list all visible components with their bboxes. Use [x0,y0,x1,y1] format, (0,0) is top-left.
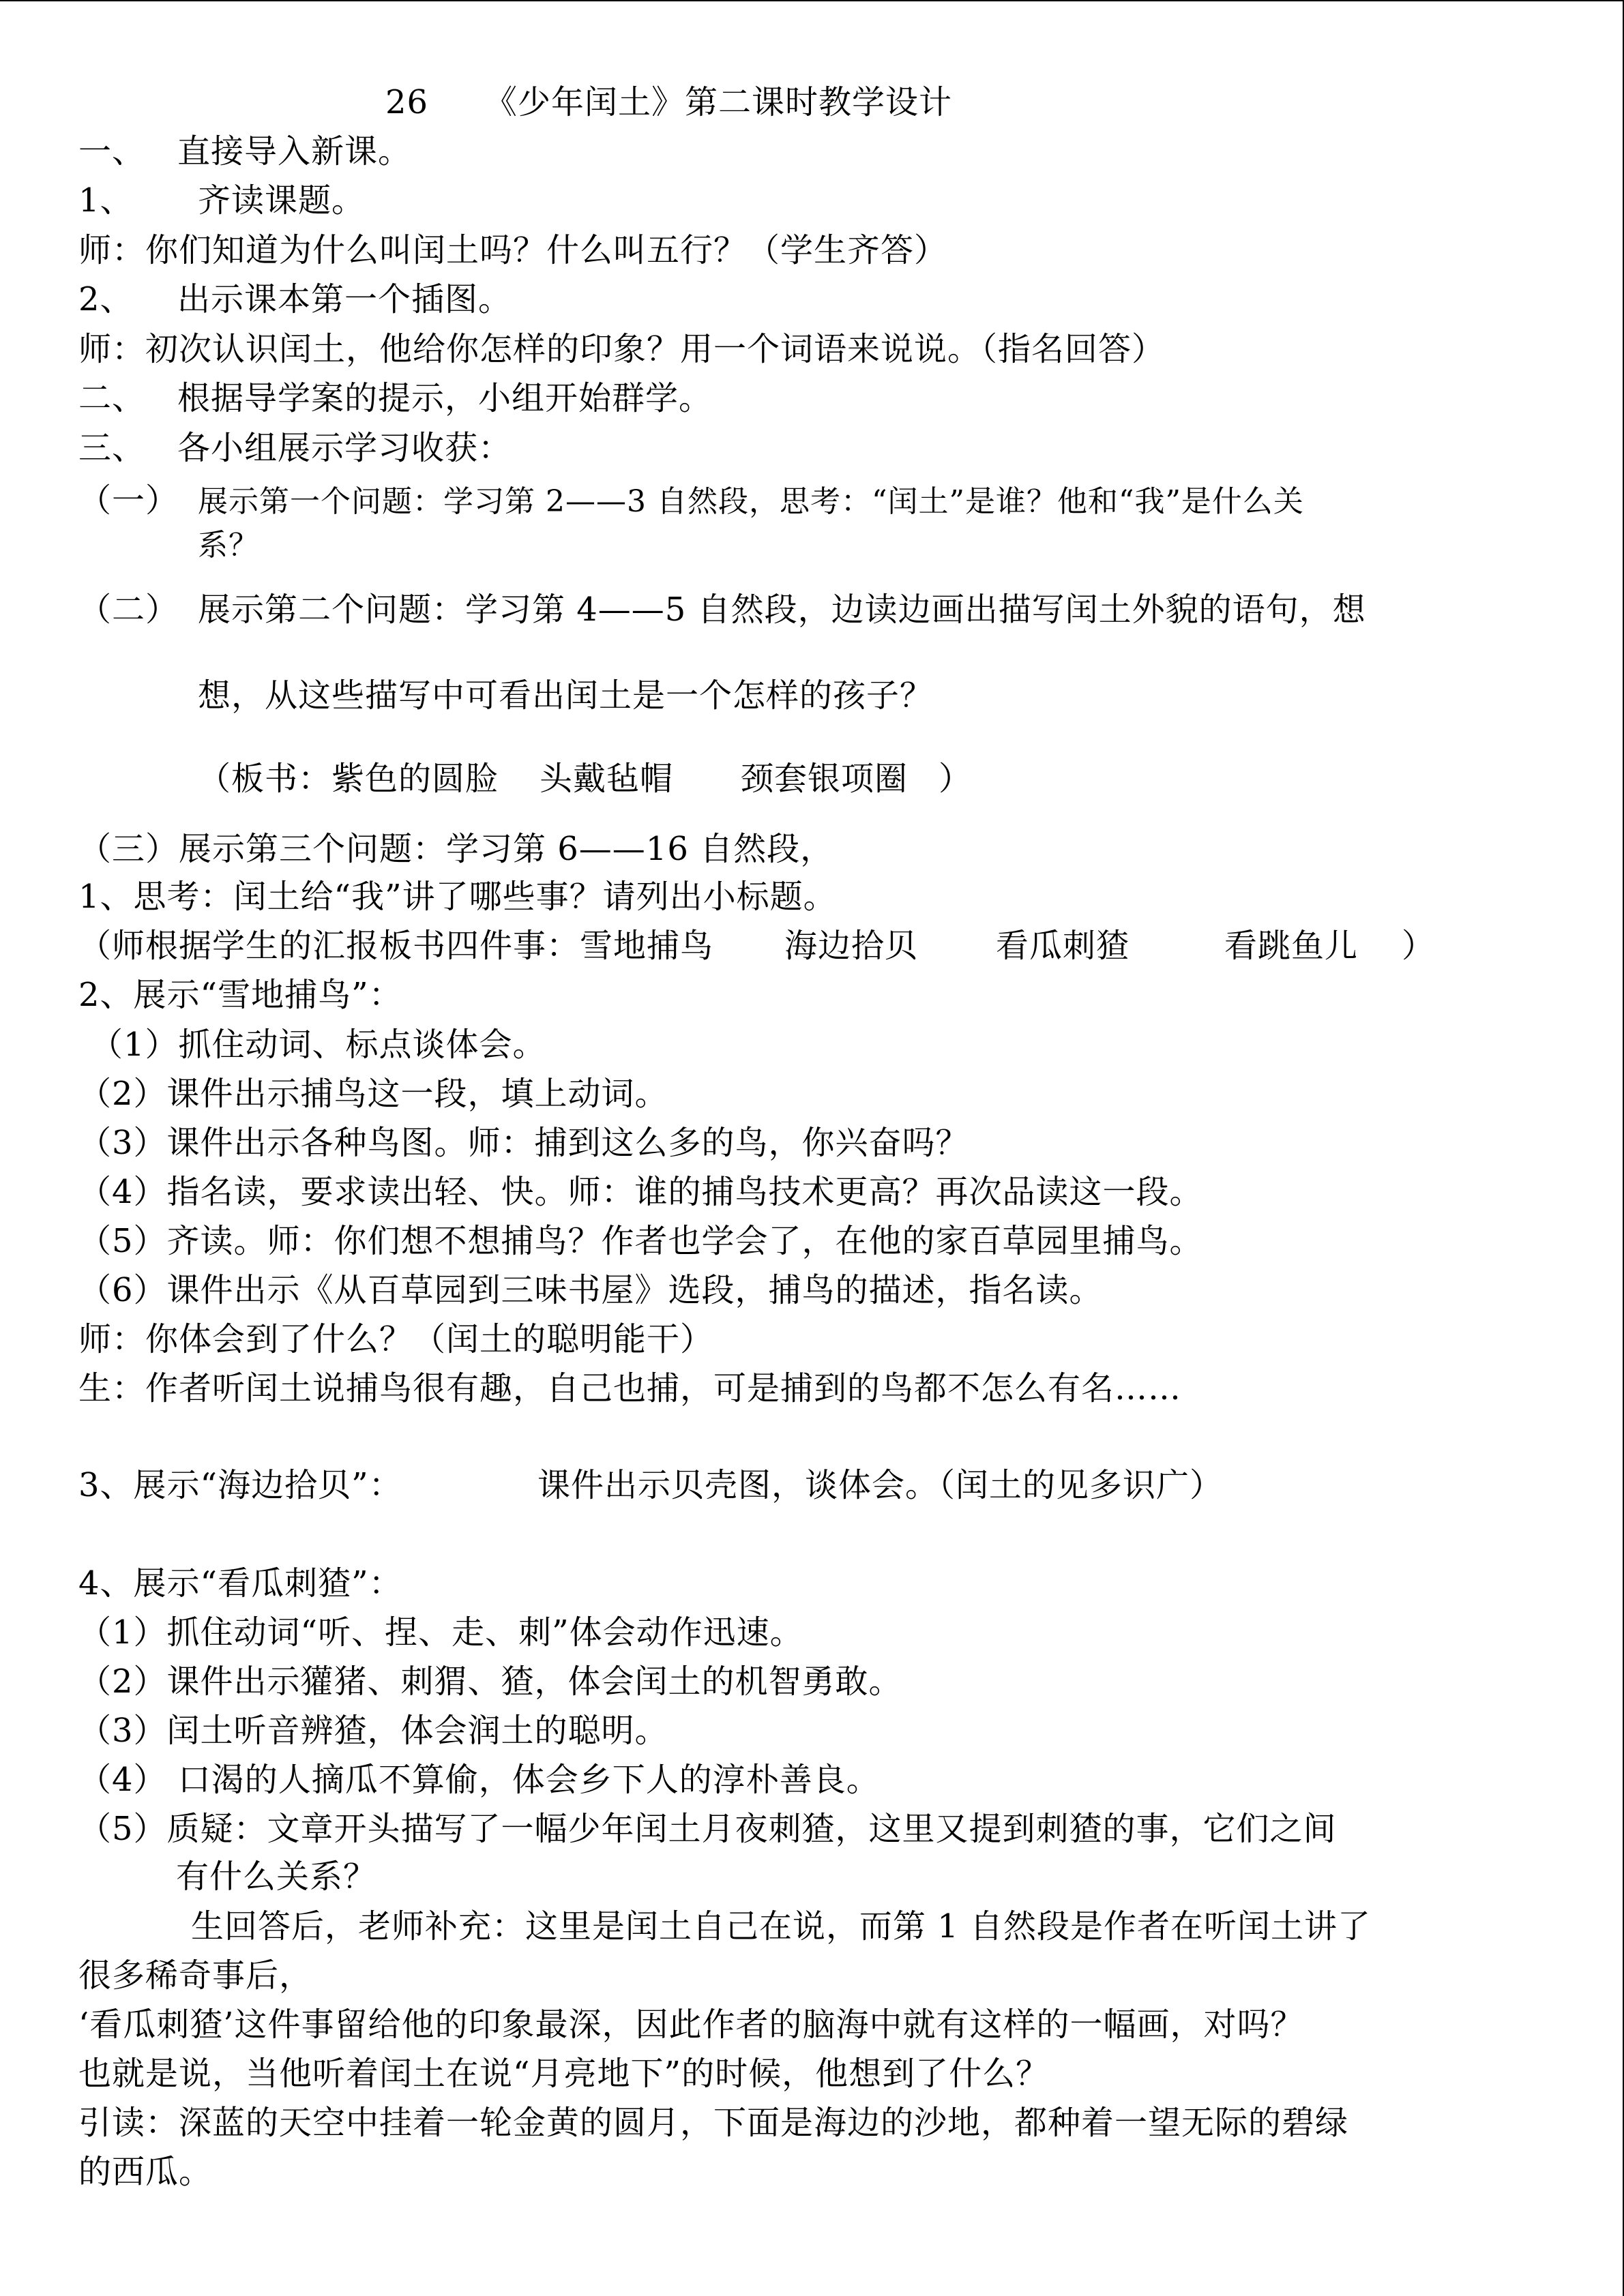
part-3-step-2: 2、展示“雪地捕鸟”： [78,976,402,1014]
section-3-heading [78,428,512,468]
part-3-step-4: 4、展示“看瓜刺猹”： [78,1564,402,1602]
list-item: （1）抓住动词“听、捏、走、刺”体会动作迅速。 [78,1613,803,1652]
step-number: 1、 [78,181,134,220]
board-item: 颈套银项圈 [741,760,909,798]
guided-reading-cont: 的西瓜。 [78,2153,213,2191]
part-text: 展示第二个问题：学习第 4——5 自然段，边读边画出描写闰土外貌的语句，想 [198,591,1366,629]
title-number: 26 [385,83,429,121]
teacher-supplement-cont: ‘看瓜刺猹’这件事留给他的印象最深，因此作者的脑海中就有这样的一幅画，对吗？ [78,2006,1304,2044]
section-text: 各小组展示学习收获： [177,429,512,467]
step-1-2 [78,279,512,320]
list-item: （3）闰土听音辨猹，体会润土的聪明。 [78,1712,668,1750]
section-number: 三、 [78,429,146,467]
document-title [385,82,952,123]
board-item: 看跳鱼儿 [1224,927,1359,965]
title-text: 《少年闰土》第二课时教学设计 [484,83,953,121]
teacher-question-1: 师：你们知道为什么叫闰土吗？什么叫五行？（学生齐答） [78,231,948,269]
step-1-1 [78,180,365,221]
board-open: （板书： [198,760,332,798]
part-number: （二） [78,591,179,629]
part-2-line-b: 想，从这些描写中可看出闰土是一个怎样的孩子？ [198,676,934,715]
guided-reading: 引读：深蓝的天空中挂着一轮金黄的圆月，下面是海边的沙地，都种着一望无际的碧绿 [78,2104,1349,2142]
step-text: 齐读课题。 [198,181,366,220]
board-item: 紫色的圆脸 [331,760,499,798]
part-number: （一） [78,481,179,520]
list-item: （5）齐读。师：你们想不想捕鸟？作者也学会了，在他的家百草园里捕鸟。 [78,1222,1203,1260]
list-item: （2）课件出示獾猪、刺猬、猹，体会闰土的机智勇敢。 [78,1663,902,1701]
section-number: 一、 [78,132,146,170]
board-close: ） [939,760,973,798]
teacher-supplement-cont: 很多稀奇事后， [78,1956,313,1995]
teacher-supplement-cont: 也就是说，当他听着闰土在说“月亮地下”的时候，他想到了什么？ [78,2055,1050,2093]
board-item: 雪地捕鸟 [580,927,714,965]
teacher-question-2: 师：初次认识闰土，他给你怎样的印象？用一个词语来说说。（指名回答） [78,330,1166,368]
part-1-line-a [78,480,1304,522]
teacher-supplement: 生回答后，老师补充：这里是闰土自己在说，而第 1 自然段是作者在听闰土讲了 [191,1907,1372,1945]
step-text: 课件出示贝壳图，谈体会。（闰土的见多识广） [537,1466,1224,1504]
board-item: 海边拾贝 [784,927,919,965]
part-3-heading: （三）展示第三个问题：学习第 6——16 自然段， [78,830,834,868]
part-2-line-a [78,589,1366,630]
student-remark: 生：作者听闰土说捕鸟很有趣，自己也捕，可是捕到的鸟都不怎么有名…… [78,1369,1182,1407]
board-close: ） [1402,927,1436,965]
section-text: 直接导入新课。 [177,132,412,170]
board-intro: （师根据学生的汇报板书四件事： [78,927,580,965]
section-2-heading [78,378,712,419]
step-number: 2、 [78,280,134,318]
section-text: 根据导学案的提示，小组开始群学。 [177,379,713,417]
list-item: （5）质疑：文章开头描写了一幅少年闰土月夜刺猹，这里又提到刺猹的事，它们之间 [78,1810,1337,1848]
step-text: 出示课本第一个插图。 [177,280,512,318]
board-item: 头戴毡帽 [540,760,674,798]
list-item: （1）抓住动词、标点谈体会。 [90,1026,546,1064]
part-1-line-b: 系？ [198,528,259,563]
part-3-step-1: 1、思考：闰土给“我”讲了哪些事？请列出小标题。 [78,878,837,916]
board-writing-1 [198,758,972,799]
teacher-remark: 师：你体会到了什么？（闰土的聪明能干） [78,1320,714,1358]
list-item-continuation: 有什么关系？ [176,1858,377,1896]
board-item: 看瓜刺猹 [996,927,1130,965]
list-item: （3）课件出示各种鸟图。师：捕到这么多的鸟，你兴奋吗？ [78,1124,969,1162]
section-number: 二、 [78,379,146,417]
list-item: （6）课件出示《从百草园到三味书屋》选段，捕鸟的描述，指名读。 [78,1271,1103,1309]
step-label: 3、展示“海边拾贝”： [78,1466,402,1504]
list-item: （4） 口渴的人摘瓜不算偷，体会乡下人的淳朴善良。 [78,1761,880,1799]
board-writing-2 [78,925,1435,966]
section-1-heading [78,131,411,172]
list-item: （2）课件出示捕鸟这一段，填上动词。 [78,1075,668,1113]
list-item: （4）指名读，要求读出轻、快。师：谁的捕鸟技术更高？再次品读这一段。 [78,1173,1203,1211]
part-text: 展示第一个问题：学习第 2——3 自然段，思考：“闰土”是谁？他和“我”是什么关 [198,484,1304,519]
part-3-step-3 [78,1465,1223,1506]
